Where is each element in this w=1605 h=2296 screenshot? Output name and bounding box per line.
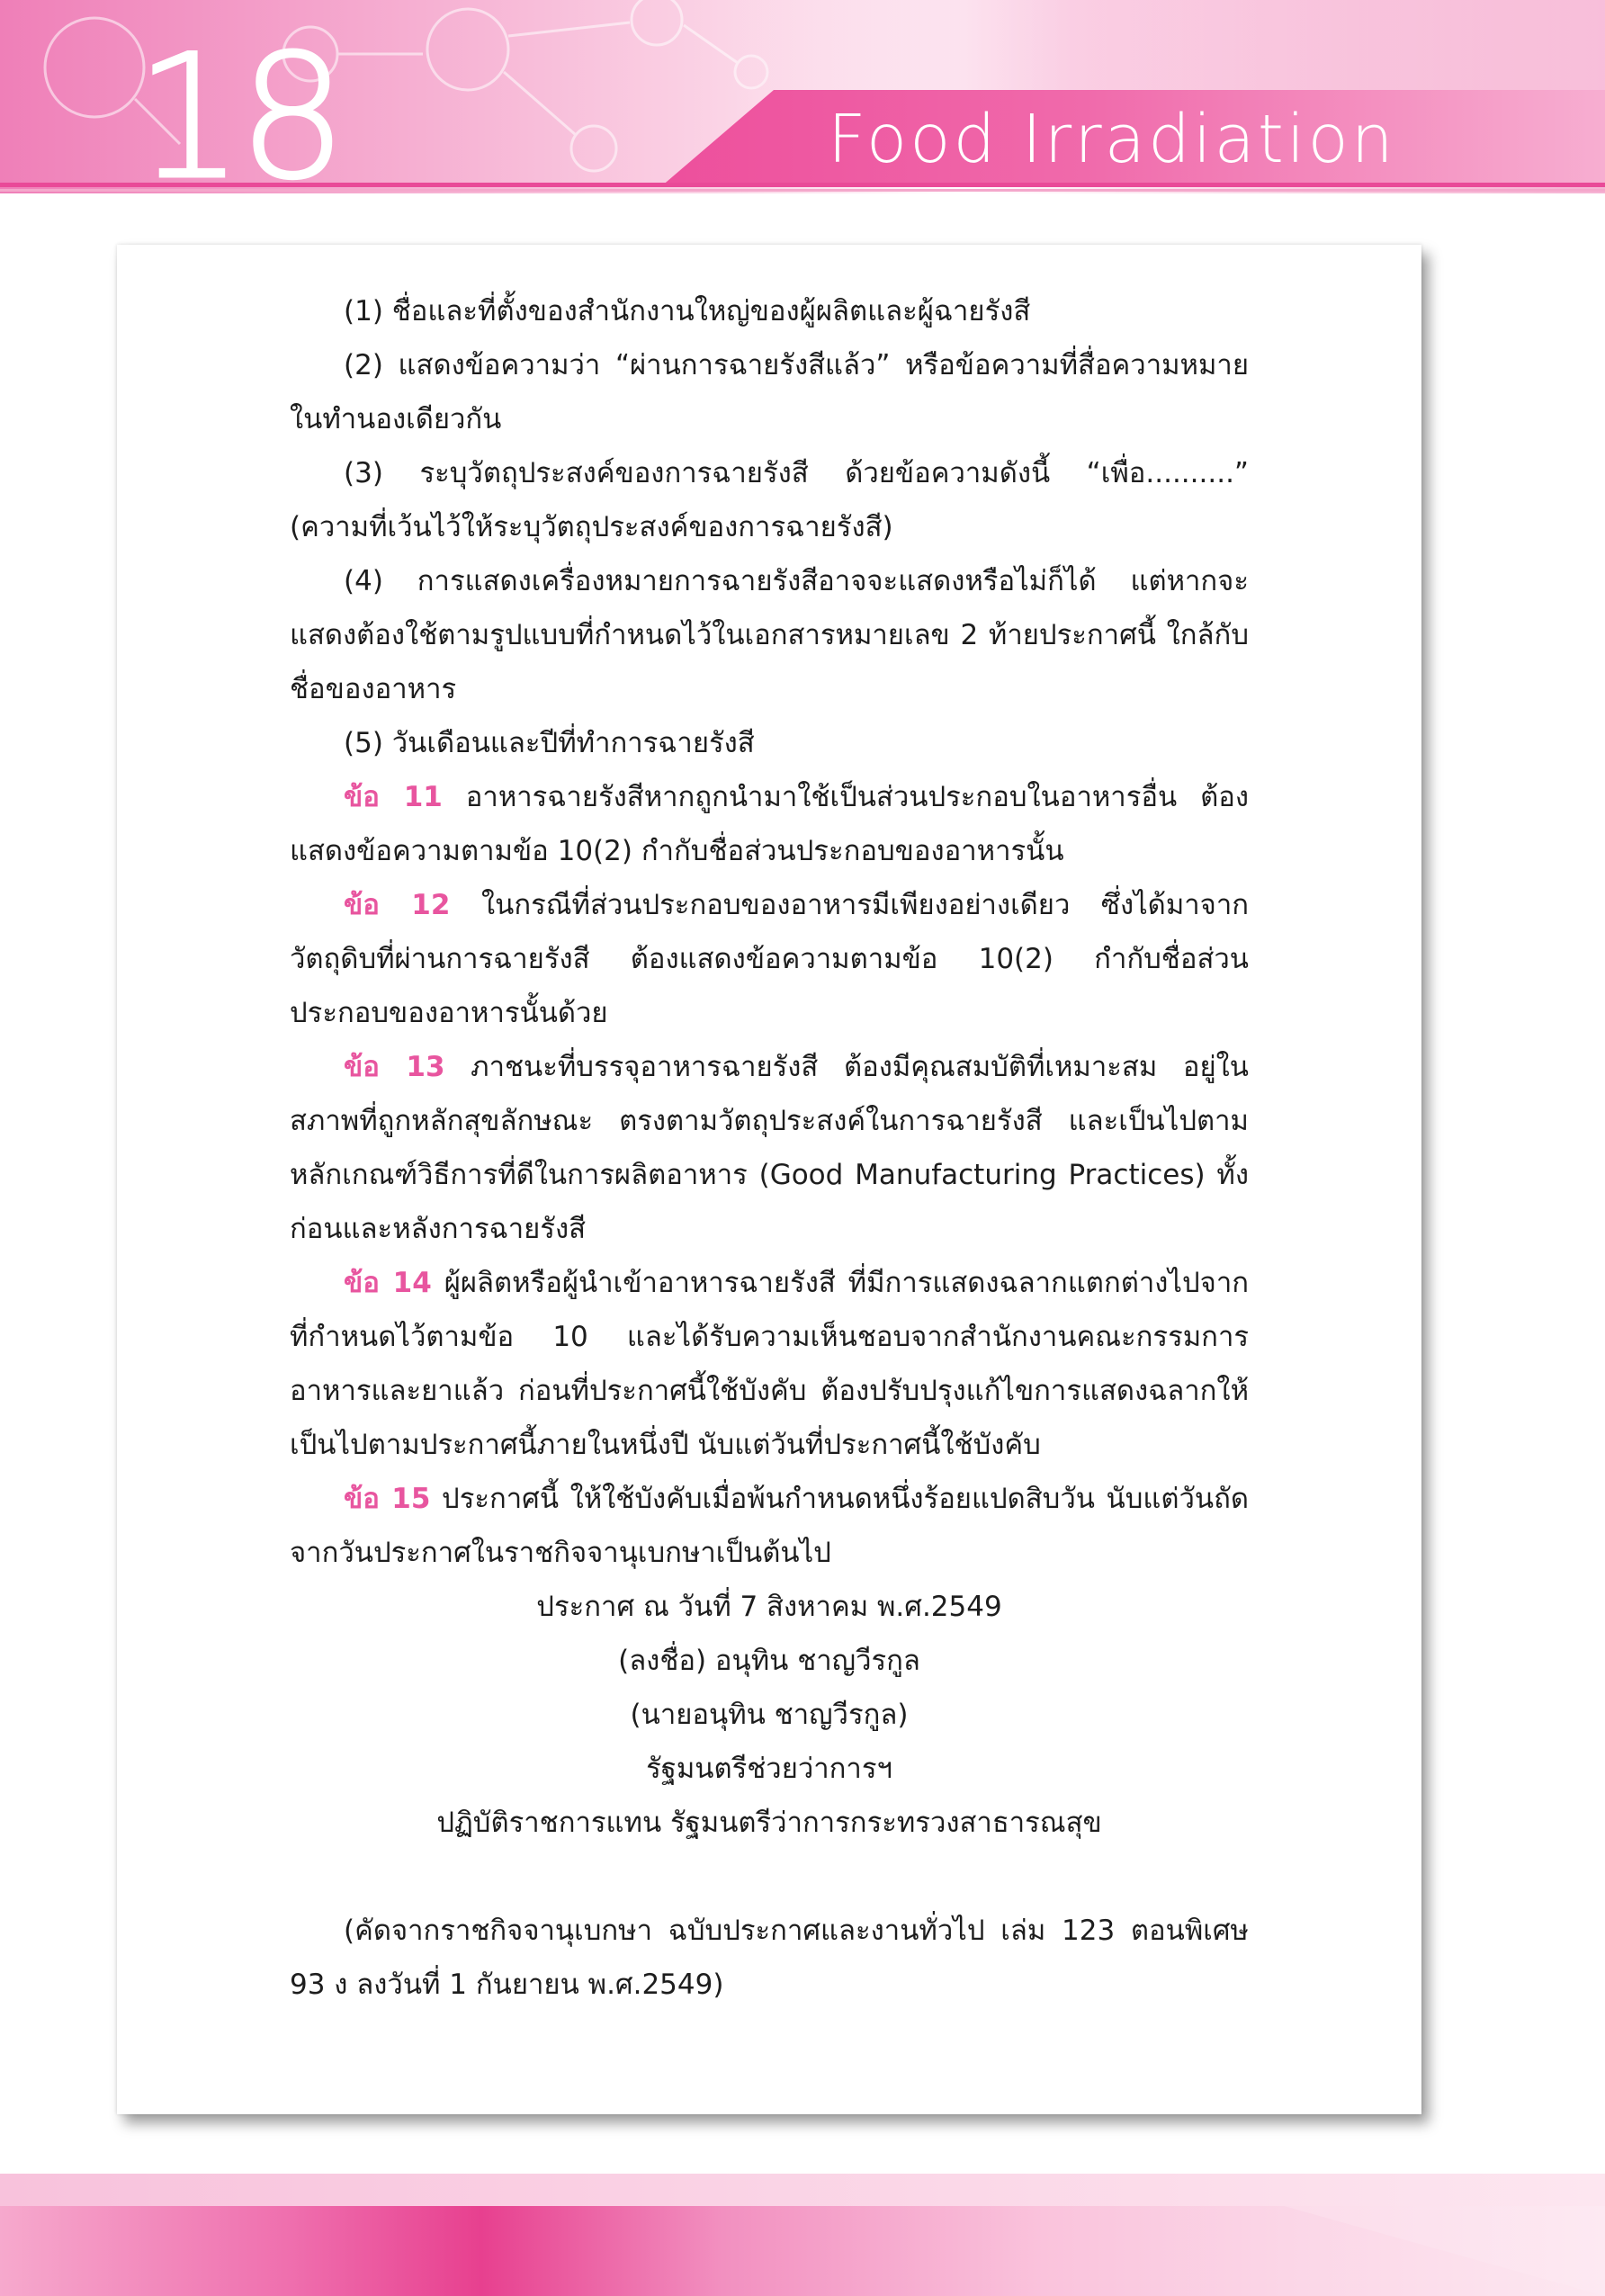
clause-number: ข้อ 11 bbox=[344, 781, 443, 813]
clause-11 bbox=[290, 770, 1249, 878]
signer-position: รัฐมนตรีช่วยว่าการฯ bbox=[646, 1753, 892, 1785]
clause-number: ข้อ 14 bbox=[344, 1267, 432, 1299]
source-citation: (คัดจากราชกิจจานุเบกษา ฉบับประกาศและงานทั่วไป เล่ม 123 ตอนพิเศษ 93 ง ลงวันที่ 1 กันยายน พ.ศ.2549) bbox=[290, 1915, 1249, 2001]
clause-number: ข้อ 15 bbox=[344, 1483, 431, 1515]
book-title: Food Irradiation bbox=[828, 101, 1396, 178]
list-item-5: (5) วันเดือนและปีที่ทำการฉายรังสี bbox=[344, 727, 755, 759]
signer-name: (นายอนุทิน ชาญวีรกูล) bbox=[630, 1699, 909, 1731]
page-header bbox=[0, 0, 1605, 193]
list-item-4: (4) การแสดงเครื่องหมายการฉายรังสีอาจจะแสดงหรือไม่ก็ได้ แต่หากจะแสดงต้องใช้ตามรูปแบบที่กำหนดไว้ในเอกสารหมายเลข 2 ท้ายประกาศนี้ ใกล้กับชื่อของอาหาร bbox=[290, 565, 1249, 705]
clause-13 bbox=[290, 1040, 1249, 1256]
clause-text: อาหารฉายรังสีหากถูกนำมาใช้เป็นส่วนประกอบในอาหารอื่น ต้องแสดงข้อความตามข้อ 10(2) กำกับชื่อส่วนประกอบของอาหารนั้น bbox=[290, 781, 1249, 867]
clause-15 bbox=[290, 1472, 1249, 1580]
clause-text: ในกรณีที่ส่วนประกอบของอาหารมีเพียงอย่างเดียว ซึ่งได้มาจากวัตถุดิบที่ผ่านการฉายรังสี ต้องแสดงข้อความตามข้อ 10(2) กำกับชื่อส่วนประกอบของอาหารนั้นด้วย bbox=[290, 889, 1249, 1029]
footer-band bbox=[0, 2206, 1605, 2296]
clause-text: ประกาศนี้ ให้ใช้บังคับเมื่อพ้นกำหนดหนึ่งร้อยแปดสิบวัน นับแต่วันถัดจากวันประกาศในราชกิจจานุเบกษาเป็นต้นไป bbox=[290, 1483, 1249, 1569]
acting-on-behalf: ปฏิบัติราชการแทน รัฐมนตรีว่าการกระทรวงสาธารณสุข bbox=[436, 1807, 1102, 1839]
clause-text: ภาชนะที่บรรจุอาหารฉายรังสี ต้องมีคุณสมบัติที่เหมาะสม อยู่ในสภาพที่ถูกหลักสุขลักษณะ ตรงตามวัตถุประสงค์ในการฉายรังสี และเป็นไปตามหลักเกณฑ์วิธีการที่ดีในการผลิตอาหาร (Good Manufacturing Practices) ทั้งก่อนและหลังการฉายรังสี bbox=[290, 1051, 1249, 1245]
clause-number: ข้อ 13 bbox=[344, 1051, 445, 1083]
signed-by: (ลงชื่อ) อนุทิน ชาญวีรกูล bbox=[618, 1645, 920, 1677]
page-footer bbox=[0, 2174, 1605, 2296]
clause-number: ข้อ 12 bbox=[344, 889, 451, 921]
content-card bbox=[117, 245, 1421, 2114]
signature-block bbox=[290, 1580, 1249, 1850]
announcement-date: ประกาศ ณ วันที่ 7 สิงหาคม พ.ศ.2549 bbox=[536, 1591, 1002, 1623]
page-number: 18 bbox=[135, 18, 342, 193]
clause-12 bbox=[290, 878, 1249, 1040]
list-item-1: (1) ชื่อและที่ตั้งของสำนักงานใหญ่ของผู้ผลิตและผู้ฉายรังสี bbox=[344, 295, 1031, 327]
clause-14 bbox=[290, 1256, 1249, 1472]
list-item-3: (3) ระบุวัตถุประสงค์ของการฉายรังสี ด้วยข้อความดังนี้ “เพื่อ..........” (ความที่เว้นไว้ให้ระบุวัตถุประสงค์ของการฉายรังสี) bbox=[290, 457, 1249, 543]
clause-text: ผู้ผลิตหรือผู้นำเข้าอาหารฉายรังสี ที่มีการแสดงฉลากแตกต่างไปจากที่กำหนดไว้ตามข้อ 10 และได้รับความเห็นชอบจากสำนักงานคณะกรรมการอาหารและยาแล้ว ก่อนที่ประกาศนี้ใช้บังคับ ต้องปรับปรุงแก้ไขการแสดงฉลากให้เป็นไปตามประกาศนี้ภายในหนึ่งปี นับแต่วันที่ประกาศนี้ใช้บังคับ bbox=[290, 1267, 1249, 1461]
document-body bbox=[290, 284, 1249, 2012]
list-item-2: (2) แสดงข้อความว่า “ผ่านการฉายรังสีแล้ว” หรือข้อความที่สื่อความหมายในทำนองเดียวกัน bbox=[290, 349, 1249, 435]
